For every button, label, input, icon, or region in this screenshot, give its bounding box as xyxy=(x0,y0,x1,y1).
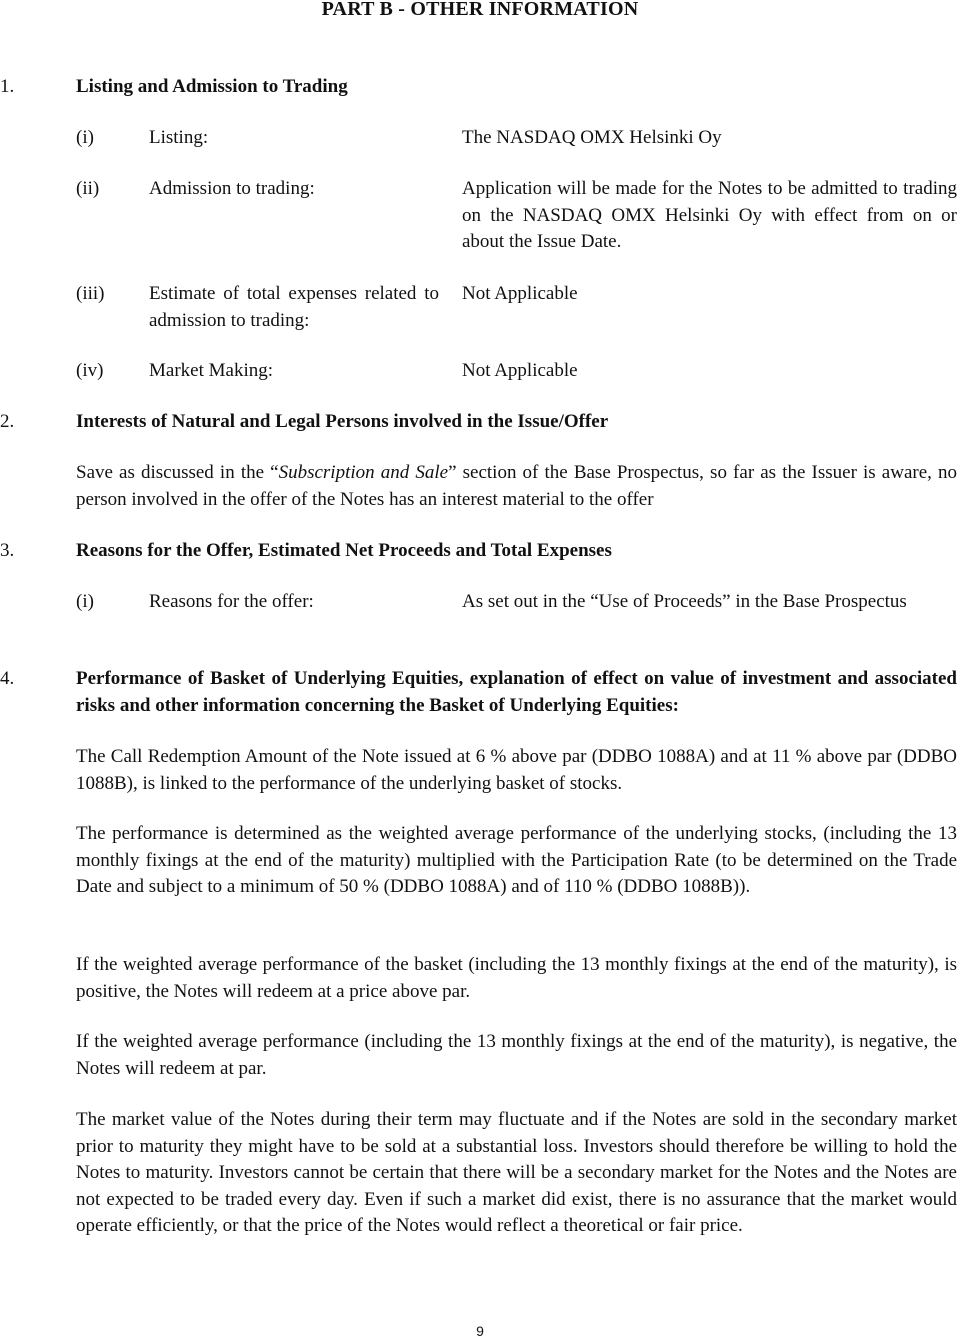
section-number: 1. xyxy=(0,76,15,97)
page-number: 9 xyxy=(476,1323,484,1339)
row-number: (ii) xyxy=(76,178,100,199)
row-value: Application will be made for the Notes to be admitted to trading on the NASDAQ OMX Helsinki Oy with effect from on or about the Issue Date. xyxy=(462,178,957,252)
row-label: Listing: xyxy=(149,127,209,148)
row-number: (i) xyxy=(76,127,94,148)
row-label: Estimate of total expenses related to admission to trading: xyxy=(149,283,439,331)
paragraph-text: ” section of the Base Prospectus, so far as the Issuer is aware, no person involved in the offer of the Notes has an interest material to the offer xyxy=(76,462,957,510)
section-number: 4. xyxy=(0,668,15,689)
performance-paragraph: The performance is determined as the weighted average performance of the underlying stocks, (including the 13 monthly fixings at the end of the maturity) multiplied with the Participation Rate (to be determined on the Trade Date and subject to a minimum of 50 % (DDBO 1088A) and of 110 % (DDBO 1088B)). xyxy=(76,823,957,897)
page-title: PART B - OTHER INFORMATION xyxy=(321,0,639,20)
market-value-paragraph: The market value of the Notes during their term may fluctuate and if the Notes are sold in the secondary market prior to maturity they might have to be sold at a substantial loss. Investors should therefore be willing to hold the Notes to maturity. Investors cannot be certain that there will be a secondary market for the Notes and the Notes are not expected to be traded every day. Even if such a market did exist, there is no assurance that the market would operate efficiently, or that the price of the Notes would reflect a theoretical or fair price. xyxy=(76,1109,957,1236)
row-label: Admission to trading: xyxy=(149,178,315,199)
row-value: Not Applicable xyxy=(462,360,578,381)
subscription-and-sale-ref: Subscription and Sale xyxy=(278,462,449,483)
section-heading: Listing and Admission to Trading xyxy=(76,76,348,97)
section-heading: Reasons for the Offer, Estimated Net Proceeds and Total Expenses xyxy=(76,540,612,561)
section-number: 2. xyxy=(0,411,15,432)
positive-performance-paragraph: If the weighted average performance of the basket (including the 13 monthly fixings at the end of the maturity), is positive, the Notes will redeem at a price above par. xyxy=(76,954,957,1002)
row-value: As set out in the “Use of Proceeds” in the Base Prospectus xyxy=(462,591,907,612)
section-heading: Performance of Basket of Underlying Equities, explanation of effect on value of investment and associated risks and other information concerning the Basket of Underlying Equities: xyxy=(76,668,957,716)
row-number: (iv) xyxy=(76,360,104,381)
negative-performance-paragraph: If the weighted average performance (including the 13 monthly fixings at the end of the maturity), is negative, the Notes will redeem at par. xyxy=(76,1031,957,1079)
paragraph-text: Save as discussed in the “ xyxy=(76,462,279,483)
row-number: (iii) xyxy=(76,283,105,304)
row-value: The NASDAQ OMX Helsinki Oy xyxy=(462,127,722,148)
call-redemption-paragraph: The Call Redemption Amount of the Note issued at 6 % above par (DDBO 1088A) and at 11 % above par (DDBO 1088B), is linked to the performance of the underlying basket of stocks. xyxy=(76,746,957,794)
row-label: Market Making: xyxy=(149,360,274,381)
interests-paragraph xyxy=(76,460,957,513)
row-value: Not Applicable xyxy=(462,283,578,304)
row-label: Reasons for the offer: xyxy=(149,591,314,612)
section-number: 3. xyxy=(0,540,15,561)
section-heading: Interests of Natural and Legal Persons involved in the Issue/Offer xyxy=(76,411,609,432)
row-number: (i) xyxy=(76,591,94,612)
